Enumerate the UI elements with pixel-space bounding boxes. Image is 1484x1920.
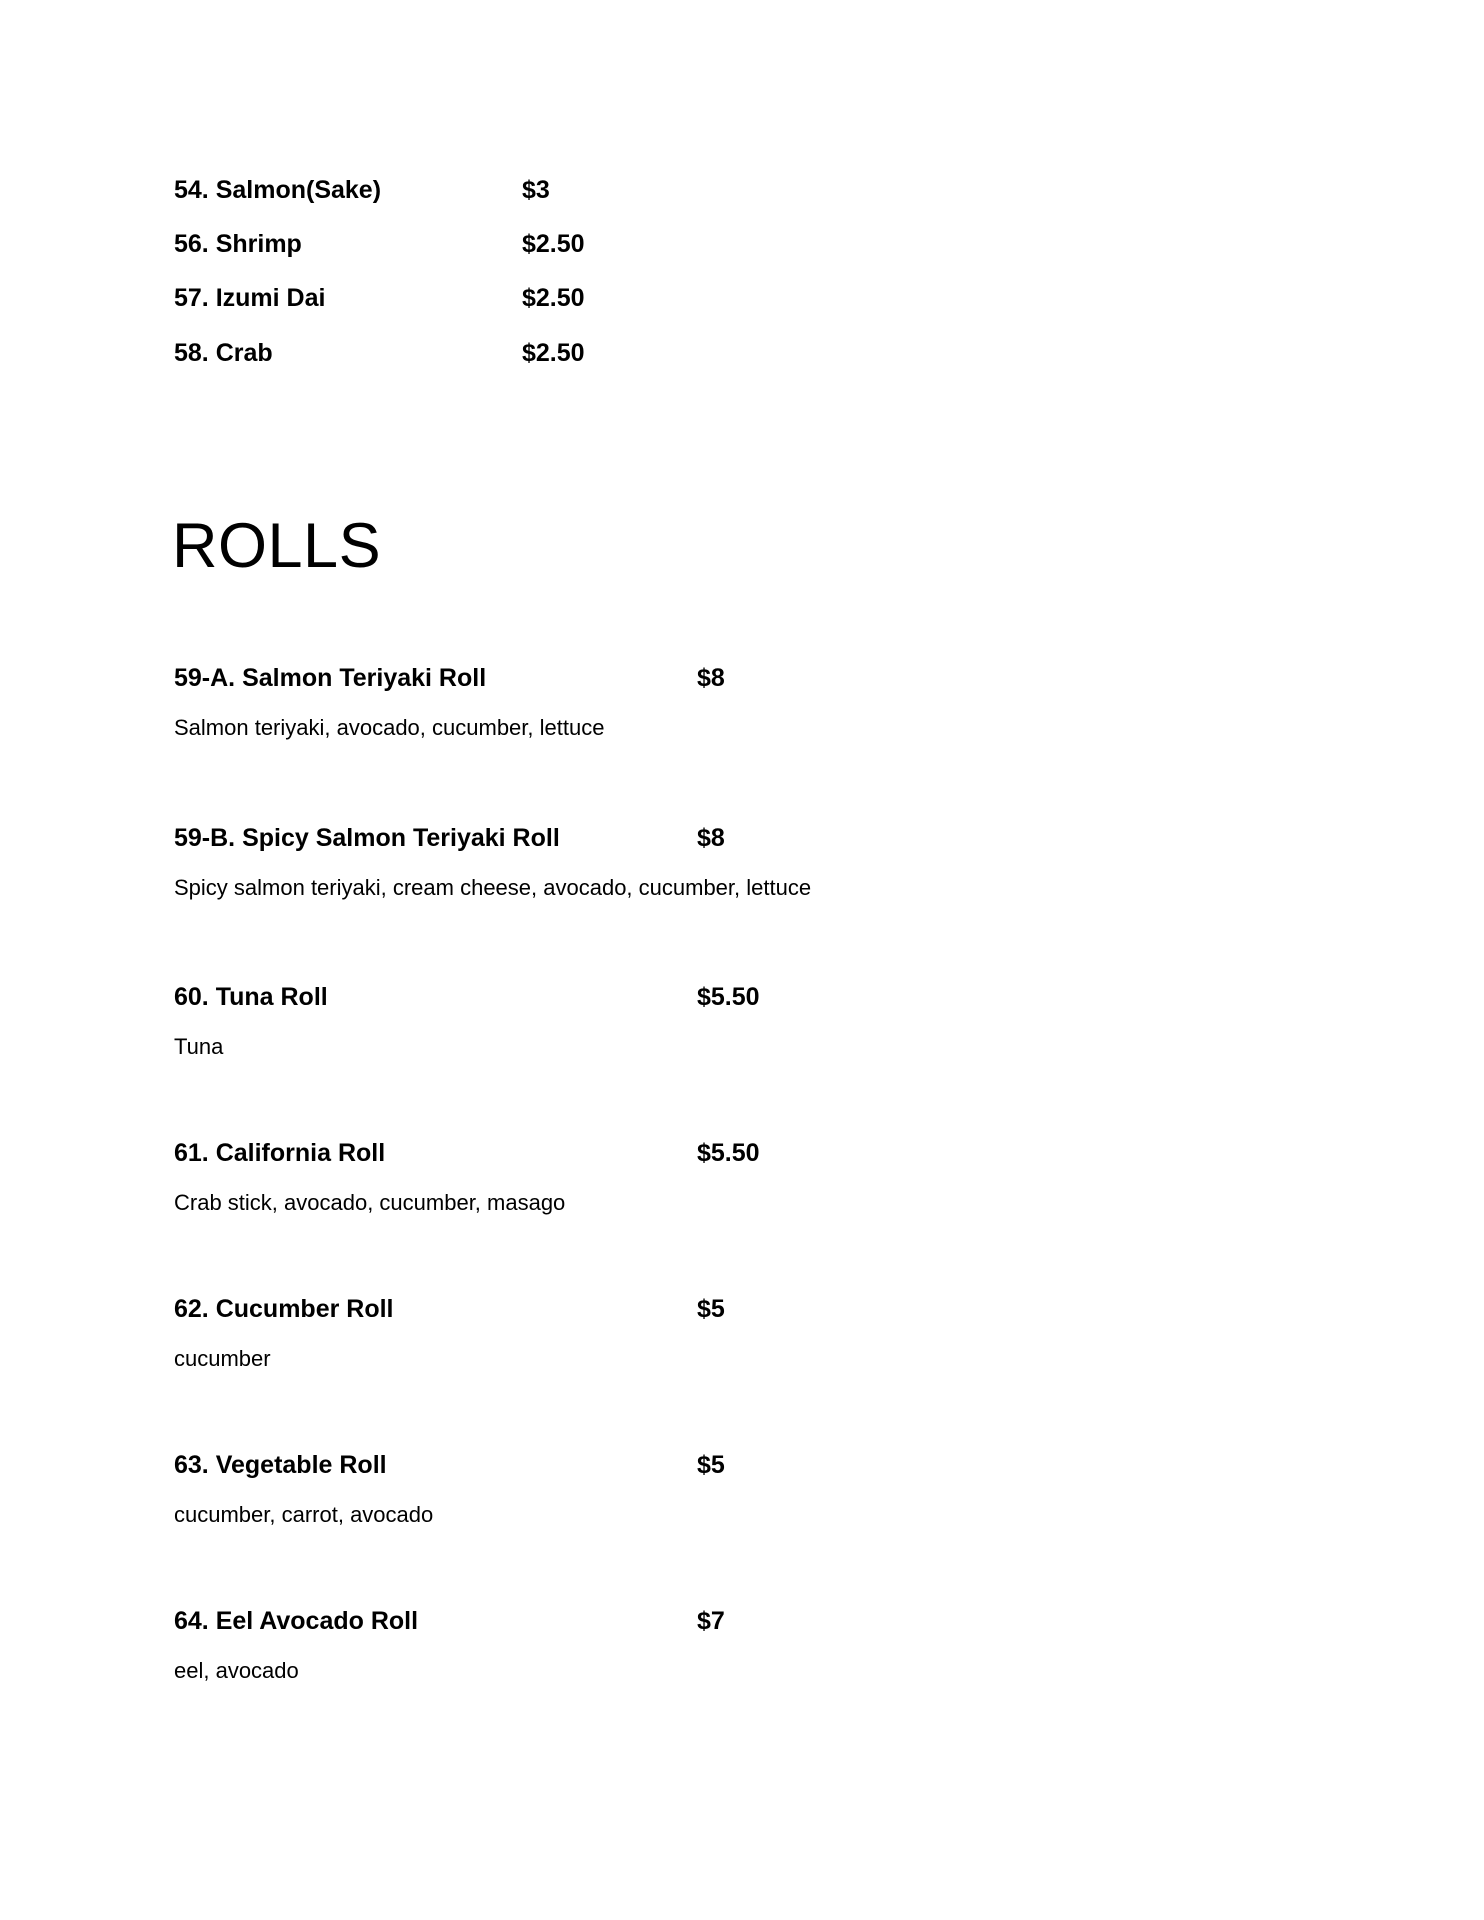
roll-item xyxy=(174,1601,1074,1711)
roll-item-description: cucumber xyxy=(174,1346,271,1371)
roll-item-description: eel, avocado xyxy=(174,1658,299,1683)
roll-item-name: 60. Tuna Roll xyxy=(174,983,328,1011)
roll-item-price: $8 xyxy=(697,664,725,692)
roll-item-name: 64. Eel Avocado Roll xyxy=(174,1607,419,1635)
roll-item-price: $5 xyxy=(697,1451,725,1479)
roll-item-description: Salmon teriyaki, avocado, cucumber, lettuce xyxy=(174,715,605,740)
roll-item-name: 59-B. Spicy Salmon Teriyaki Roll xyxy=(174,824,560,852)
nigiri-item-price: $2.50 xyxy=(522,230,585,258)
nigiri-item-price: $2.50 xyxy=(522,284,585,312)
roll-item-price: $8 xyxy=(697,824,725,852)
roll-item-header xyxy=(174,1289,1074,1329)
roll-item-header xyxy=(174,658,1074,698)
roll-item xyxy=(174,1445,1074,1555)
roll-item-header xyxy=(174,1445,1074,1485)
roll-item xyxy=(174,818,1074,928)
roll-item xyxy=(174,977,1074,1087)
roll-item xyxy=(174,1133,1074,1243)
roll-item-description: Tuna xyxy=(174,1034,224,1059)
nigiri-item-name: 57. Izumi Dai xyxy=(174,284,326,312)
roll-item-name: 62. Cucumber Roll xyxy=(174,1295,394,1323)
roll-item-description: Spicy salmon teriyaki, cream cheese, avocado, cucumber, lettuce xyxy=(174,875,812,900)
roll-item-price: $5 xyxy=(697,1295,725,1323)
roll-item-header xyxy=(174,1601,1074,1641)
section-title-rolls: ROLLS xyxy=(172,511,382,581)
roll-item-name: 59-A. Salmon Teriyaki Roll xyxy=(174,664,487,692)
nigiri-item-name: 56. Shrimp xyxy=(174,230,302,258)
roll-item-header xyxy=(174,1133,1074,1173)
nigiri-item-name: 58. Crab xyxy=(174,339,273,367)
roll-item-name: 61. California Roll xyxy=(174,1139,386,1167)
nigiri-item-price: $3 xyxy=(522,176,550,204)
roll-item xyxy=(174,658,1074,768)
roll-item-price: $5.50 xyxy=(697,983,760,1011)
roll-item-description: Crab stick, avocado, cucumber, masago xyxy=(174,1190,566,1215)
roll-item-header xyxy=(174,818,1074,858)
nigiri-item-name: 54. Salmon(Sake) xyxy=(174,176,382,204)
roll-item-price: $7 xyxy=(697,1607,725,1635)
roll-item xyxy=(174,1289,1074,1399)
roll-item-header xyxy=(174,977,1074,1017)
roll-item-description: cucumber, carrot, avocado xyxy=(174,1502,434,1527)
roll-item-price: $5.50 xyxy=(697,1139,760,1167)
roll-item-name: 63. Vegetable Roll xyxy=(174,1451,387,1479)
nigiri-item-price: $2.50 xyxy=(522,339,585,367)
